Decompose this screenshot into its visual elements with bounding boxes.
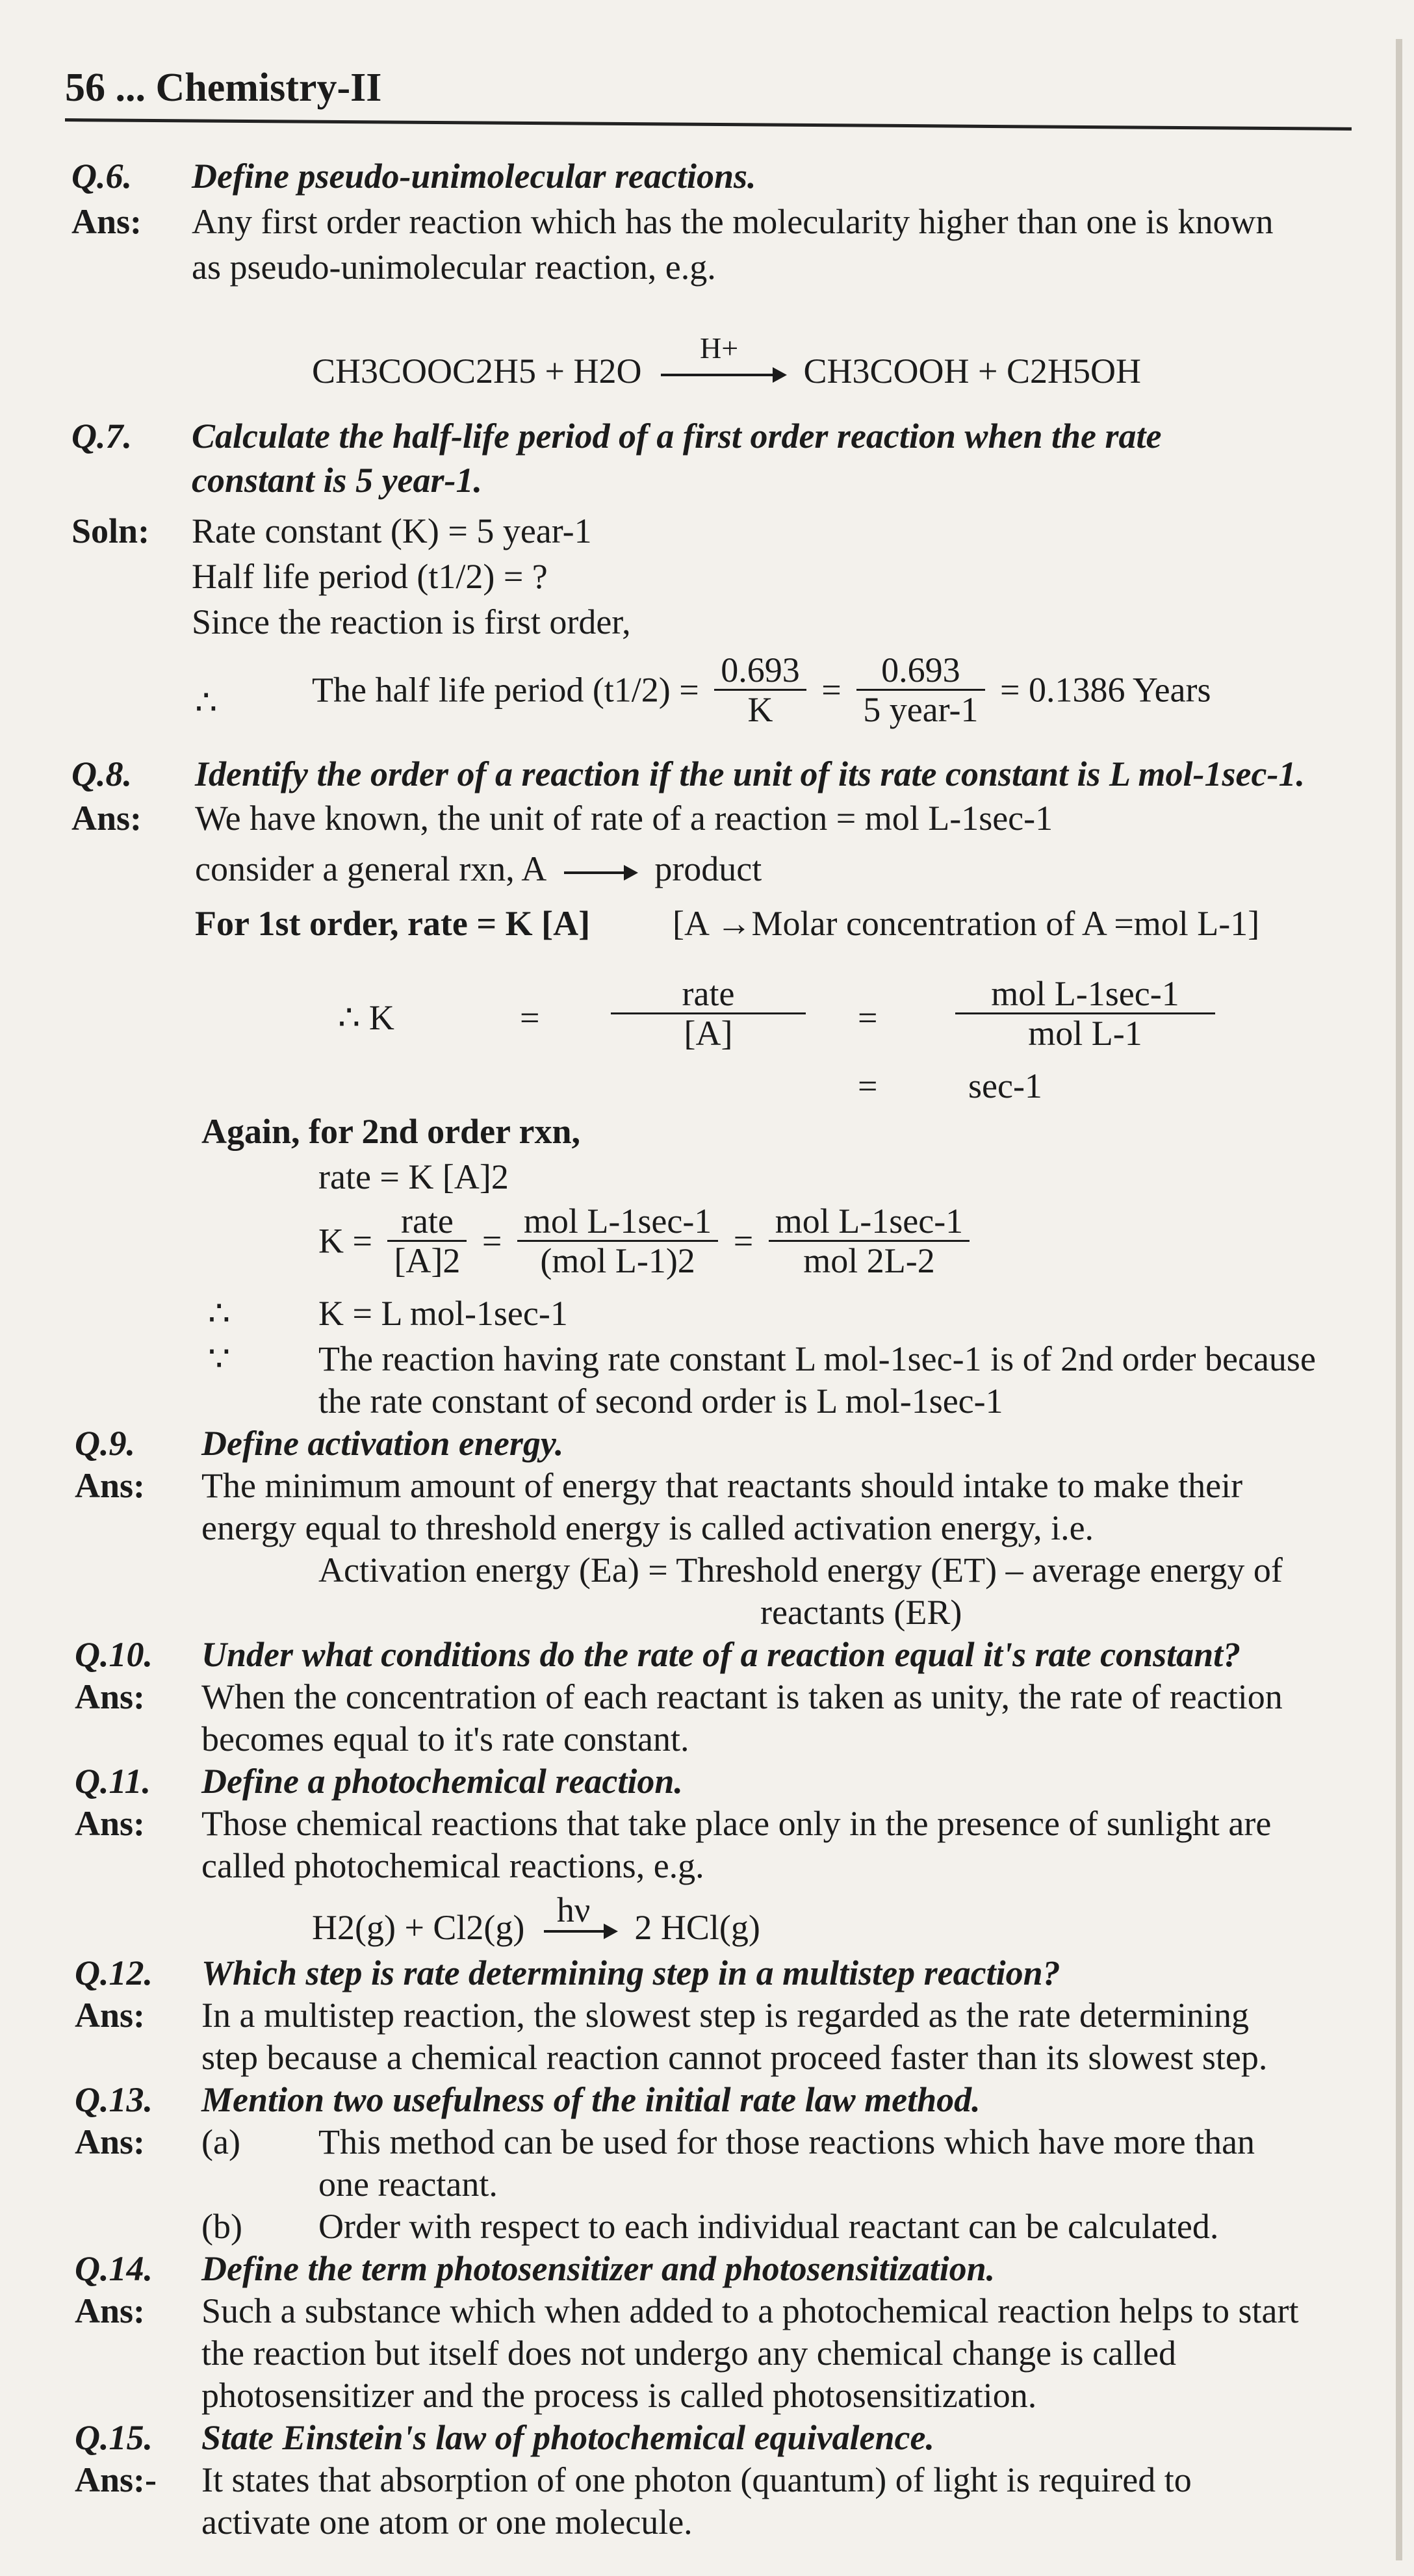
- q8-k-label: ∴ K: [338, 998, 394, 1037]
- q8-molar-note: [A →Molar concentration of A =mol L-1]: [673, 904, 1260, 943]
- q8-k-eq: K = $\frac{\text{rate}}{[A]2}$ = $\frac{\text{mol L-1sec-1}}{\text{(mol L-1)2}}$ = $\frac{\text{mol L-1sec-1}}{\text{mol 2L-2}}$: [318, 1202, 976, 1280]
- q9-ans-label: Ans:: [75, 1466, 146, 1505]
- q8-because: ∵: [208, 1339, 231, 1378]
- q15-question: State Einstein's law of photochemical equivalence.: [201, 2418, 934, 2457]
- q7-question-line2: constant is 5 year-1.: [192, 461, 483, 500]
- q15-ans-line2: activate one atom or one molecule.: [201, 2503, 693, 2542]
- q7-frac1: $\frac{0.693}{K}$: [714, 651, 806, 728]
- q7-sol-label: Soln:: [71, 511, 150, 550]
- q7-sol-line3: Since the reaction is first order,: [192, 602, 631, 641]
- q9-ans-line4: reactants (ER): [760, 1593, 962, 1632]
- q13-item-b-line1: Order with respect to each individual reactant can be calculated.: [318, 2207, 1219, 2246]
- q9-question: Define activation energy.: [201, 1424, 564, 1463]
- q11-equation: H2(g) + Cl2(g) hν 2 HCl(g): [312, 1890, 760, 1947]
- q14-question: Define the term photosensitizer and photosensitization.: [201, 2249, 996, 2288]
- q6-equation: [312, 331, 1141, 391]
- q7-sol-line2: Half life period (t1/2) = ?: [192, 557, 548, 596]
- q11-ans-line2: called photochemical reactions, e.g.: [201, 1846, 704, 1885]
- q14-ans-line2: the reaction but itself does not undergo any chemical change is called: [201, 2334, 1176, 2373]
- q6-ans-line1: Any first order reaction which has the molecularity higher than one is known: [192, 202, 1274, 241]
- q8-ans-line1: We have known, the unit of rate of a reaction = mol L-1sec-1: [195, 799, 1053, 838]
- q8-equals-2: =: [858, 998, 878, 1037]
- q6-ans-label: Ans:: [71, 202, 142, 241]
- q8-first-order: For 1st order, rate = K [A]: [195, 904, 591, 943]
- q15-ans-label: Ans:-: [75, 2460, 157, 2499]
- q8-second-order: Again, for 2nd order rxn,: [201, 1112, 581, 1151]
- q10-number: Q.10.: [75, 1635, 153, 1674]
- q14-ans-line1: Such a substance which when added to a photochemical reaction helps to start: [201, 2291, 1299, 2330]
- q11-question: Define a photochemical reaction.: [201, 1762, 683, 1801]
- q14-ans-line3: photosensitizer and the process is called photosensitization.: [201, 2376, 1037, 2415]
- q10-ans-label: Ans:: [75, 1677, 146, 1716]
- q12-ans-label: Ans:: [75, 1996, 146, 2035]
- q13-question: Mention two usefulness of the initial rate law method.: [201, 2080, 981, 2119]
- q10-question: Under what conditions do the rate of a reaction equal it's rate constant?: [201, 1635, 1241, 1674]
- q15-ans-line1: It states that absorption of one photon (quantum) of light is required to: [201, 2460, 1192, 2499]
- q7-result: = 0.1386 Years: [1000, 670, 1211, 710]
- q8-ans-label: Ans:: [71, 799, 142, 838]
- header-rule: [65, 118, 1352, 131]
- q7-therefore: ∴: [195, 683, 218, 722]
- q12-number: Q.12.: [75, 1953, 153, 1992]
- q7-frac2: $\frac{0.693}{\text{5 year-1}}$: [856, 651, 984, 728]
- q8-conclusion-1: The reaction having rate constant L mol-1sec-1 is of 2nd order because: [318, 1339, 1316, 1378]
- q14-number: Q.14.: [75, 2249, 153, 2288]
- reaction-arrow-icon: [661, 331, 784, 376]
- q13-item-b-marker: (b): [201, 2207, 242, 2246]
- q8-equals-3: =: [858, 1066, 878, 1105]
- q13-item-a-marker: (a): [201, 2122, 240, 2161]
- q12-ans-line1: In a multistep reaction, the slowest step is regarded as the rate determining: [201, 1996, 1249, 2035]
- reaction-arrow-icon: [564, 871, 636, 874]
- page-spine: [1396, 39, 1402, 2560]
- q6-question: Define pseudo-unimolecular reactions.: [192, 157, 756, 196]
- q10-ans-line2: becomes equal to it's rate constant.: [201, 1719, 689, 1758]
- q9-ans-line1: The minimum amount of energy that reactants should intake to make their: [201, 1466, 1243, 1505]
- q9-ans-line2: energy equal to threshold energy is called activation energy, i.e.: [201, 1508, 1094, 1547]
- q8-k-result: K = L mol-1sec-1: [318, 1294, 568, 1333]
- q6-eq-right: CH3COOH + C2H5OH: [803, 352, 1141, 391]
- q11-number: Q.11.: [75, 1762, 151, 1801]
- q8-frac-units: $\frac{\text{mol L-1sec-1}}{\text{mol L-1}}$: [949, 975, 1222, 1052]
- q13-ans-label: Ans:: [75, 2122, 146, 2161]
- q13-item-a-line2: one reactant.: [318, 2165, 498, 2204]
- q7-sol-line1: Rate constant (K) = 5 year-1: [192, 511, 592, 550]
- q9-ans-line3: Activation energy (Ea) = Threshold energy (ET) – average energy of: [318, 1551, 1283, 1590]
- q12-ans-line2: step because a chemical reaction cannot proceed faster than its slowest step.: [201, 2038, 1268, 2077]
- q7-hl-text: The half life period (t1/2) =: [312, 670, 699, 710]
- page-header: 56 ... Chemistry-II: [65, 66, 382, 110]
- q7-number: Q.7.: [71, 417, 132, 456]
- q6-eq-left: CH3COOC2H5 + H2O: [312, 352, 642, 391]
- q6-catalyst: H+: [700, 331, 739, 365]
- q8-rate-eq: rate = K [A]2: [318, 1157, 509, 1196]
- reaction-arrow-icon: hν: [544, 1930, 615, 1933]
- q11-ans-line1: Those chemical reactions that take place only in the presence of sunlight are: [201, 1804, 1272, 1843]
- q8-equals-1: =: [520, 998, 540, 1037]
- q15-number: Q.15.: [75, 2418, 153, 2457]
- q6-ans-line2: as pseudo-unimolecular reaction, e.g.: [192, 248, 716, 287]
- q13-item-a-line1: This method can be used for those reactions which have more than: [318, 2122, 1255, 2161]
- q9-number: Q.9.: [75, 1424, 135, 1463]
- q8-therefore: ∴: [208, 1294, 231, 1333]
- q8-conclusion-2: the rate constant of second order is L mol-1sec-1: [318, 1382, 1003, 1421]
- q8-sec: sec-1: [968, 1066, 1042, 1105]
- q8-question: Identify the order of a reaction if the unit of its rate constant is L mol-1sec-1.: [195, 754, 1305, 793]
- q12-question: Which step is rate determining step in a multistep reaction?: [201, 1953, 1060, 1992]
- q11-ans-label: Ans:: [75, 1804, 146, 1843]
- q10-ans-line1: When the concentration of each reactant is taken as unity, the rate of reaction: [201, 1677, 1283, 1716]
- q8-ans-line2: consider a general rxn, A product: [195, 849, 762, 888]
- q6-number: Q.6.: [71, 157, 132, 196]
- q8-number: Q.8.: [71, 754, 132, 793]
- q8-frac-rate: $\frac{\text{rate}}{[A]}$: [604, 975, 812, 1052]
- q13-number: Q.13.: [75, 2080, 153, 2119]
- q14-ans-label: Ans:: [75, 2291, 146, 2330]
- q7-question-line1: Calculate the half-life period of a first order reaction when the rate: [192, 417, 1162, 456]
- q7-half-life-eq: The half life period (t1/2) = $\frac{0.693}{K}$ = $\frac{0.693}{\text{5 year-1}}$ = 0.1386 Years: [312, 650, 1211, 729]
